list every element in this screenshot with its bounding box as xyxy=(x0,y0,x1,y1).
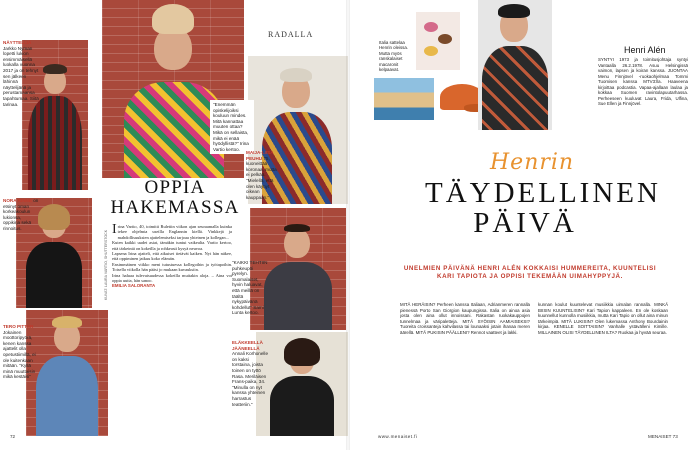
page-number-right: MENAISET 73 xyxy=(648,434,678,439)
caption-tero xyxy=(3,324,37,380)
caption-food: Italia sattelaa Henrin oleissa. Mutta myös ranskalaiset macaronit kelpaavat. xyxy=(379,40,409,73)
photo-coast xyxy=(374,78,434,120)
lead-text: rina Vartio, 40, toimitti Ruletiin viikon ajan seuraamalla kuinka tekee ohjelmia useilla Englannin kiellä. Vinkkejä ja mahdollisuuksien ajattelemiseksi tarjoaa yhteinen ja kollegan... xyxy=(117,224,232,240)
body-paragraph: Ensimmäinen viikko meni tutustuessa kollegoihin ja työtapoihin. Toisella viikolla hän pääsi jo mukaan kuvauksiin. xyxy=(112,261,232,273)
caption-text: 75, kuoneittää koronaa, mutta ei pelkää. "Mielellä, että olen käynyt oikean kauppaan." xyxy=(246,155,277,200)
caption-name: ELÄKKEELLÄ JÄÄNEELLÄ xyxy=(232,340,263,351)
byline: EMILIA SALORANTA xyxy=(112,283,156,289)
article-title-left xyxy=(110,178,240,218)
page-number-left: 72 xyxy=(10,434,16,439)
caption-name: MAIJA-LIISA PEUHU xyxy=(246,150,274,161)
profile-name: Henri Alén xyxy=(624,45,666,55)
caption-jarkko xyxy=(3,40,41,107)
caption-name: NÄYTTELIJÄ xyxy=(3,40,32,45)
caption-text: Jarkko Nyman lopetti lukion ensimmäisellä luokalla vuonna 2017 ja on tehnyt sen jälkeen lähinnä näyttelijänä ja perustamaansa tapahtumaa. Siitä tarinaa. xyxy=(3,45,39,107)
article-body-left xyxy=(112,224,232,424)
spine-gutter xyxy=(346,0,350,450)
photo-tero xyxy=(26,310,108,436)
photo-henri xyxy=(478,0,552,130)
title-line-2: PÄIVÄ xyxy=(473,207,577,239)
article-title-right xyxy=(425,177,661,239)
caption-kaikki xyxy=(232,260,270,316)
caption-text: "KAIKKI TEHTIIN puhkeupöi pyrelyn. Suomalaiset, hyvin haluavat, että meillä on täältä nykypäivänä kohdellut" Sami Lunta kertoo. xyxy=(232,260,268,316)
caption-irina-quote xyxy=(210,100,254,154)
body-paragraph: Irina haluaa tulevaisuudessa kokeilla muitakin aloja. – Aina voi oppia uutta, hän sanoo. xyxy=(112,272,232,284)
photo-credit: KUVAT: LAURA VARTIO, SHUTTERSTOCK xyxy=(104,229,108,300)
caption-text: Annali Korhonelle on kaksi torstaina, joista toinen on tyttö Rasa. Meriläisen Frans-paika, 34. "Minulla on nyt kanssa yhteinen harrastus teatteriin." xyxy=(232,351,269,407)
article-body-col-2: kunnan koulut kuuntelevat musiikkia uimalan rannalla. MINKÄ BIISIN KUUNTELISIN? Kari Tapion kappaleen. En ole koskaan kuunnellut kunnolla musiikkia, mutta Kari Tapio on ollut aina minun tärkeimpiä. MITÄ LUKISIN? Olen lukemassa Anthony Bourdainin kirjaa. KENELLE SOITTAISIN? Vanhalle ystävälleni Kimille. MILLAINEN OLISI TÄYDELLINEN ILTA? Ruokaa ja hyvää seuraa. xyxy=(538,302,668,335)
profile-bio: SYNTYI 1973 ja toimitusjohtaja syntyi Vantaalla 26.2.1978. Asuu Helsingissä vaimon, lapsen ja koiran kanssa. JUONTAA Menu Finnjövel -ruokaohjelmaa Tommi Tuomisen kanssa MTV3:lla. Haaveena kirjoittaa podcastia. Vapaa-ajallaan laulaa ja kokkaa Suomen ravintolapuutarhassa. Perheeseen kuuluvat Laura, Frida, Ulfina, Sue Ellen ja Finnjövel. xyxy=(598,57,688,106)
title-script: Henrin xyxy=(490,150,575,175)
section-label: RADALLA xyxy=(268,30,314,39)
caption-text: Jokainen moottoripyörä, kenen kanssa ajattelit olla opetustiimillä, ei ole kuitenkaan mitään. "Kyllä minä muuttaisin mikä kestäisi" xyxy=(3,329,36,380)
body-paragraph: Kuten kaikki uudet asiat, tämäkin tuntui vaikealta. Vartio kertoo, että tärkeintä on kokeilla ja rohkeasti kysyä neuvoa. xyxy=(112,240,232,251)
caption-name: NORA RINNE xyxy=(3,198,32,203)
caption-annali xyxy=(232,340,268,407)
body-paragraph: Lapsena Irina ajatteli, että aikuiset tietävät kaiken. Nyt hän näkee, että oppiminen jatkuu koko elämän. xyxy=(112,251,232,262)
caption-nora xyxy=(3,198,39,232)
title-line-1: OPPIA xyxy=(144,177,206,198)
photo-annali xyxy=(256,332,348,436)
article-body-col-1: MITÄ HERÄISIN? Perheen kanssa Italiaan, Adrianmeren rannalla pienessä Porto San Giorgion kaupungissa. Italia on ainoa asia josta olen aina ollut innoissani. Rakastan ruokakauppojen tunnelmaa ja väripaletteja. MITÄ SYÖISIN AAMIAISEKSI? Tuoreita croissanteja kahvilassa tai lounaaksi jotain ihanaa meren äärellä. MITÄ PUKISIN PÄÄLLENI? Rennot vaatteet ja lakki. xyxy=(400,302,530,335)
caption-maija xyxy=(246,150,280,200)
article-deck: UNELMIEN PÄIVÄNÄ HENRI ALÉN KOKKAISI HUMMEREITA, KUUNTELISI KARI TAPIOTA JA OPPISI TEKEMÄÄN UIMAHYPPYJÄ. xyxy=(403,265,657,280)
caption-name: TERO PITTER xyxy=(3,324,34,329)
title-line-2: HAKEMASSA xyxy=(110,197,240,218)
dropcap: I xyxy=(112,224,117,237)
lead-paragraph xyxy=(112,224,232,240)
website-url: www.menaiset.fi xyxy=(378,434,418,439)
quote-text: "Enemmän opiskelijoiksi kouluun mindes. Mitä kannattaa muuten ottaa? Mikä on sellaista, mikä ei enää hyödyllistä?" Irina Vartio kertoo. xyxy=(213,102,249,152)
caption-text: on etsinyt oman korkeakoulun lukionsa, oppikirja sekä rinnoitus. xyxy=(3,198,39,231)
title-line-1: TÄYDELLINEN xyxy=(425,177,661,209)
photo-macarons xyxy=(416,12,460,70)
